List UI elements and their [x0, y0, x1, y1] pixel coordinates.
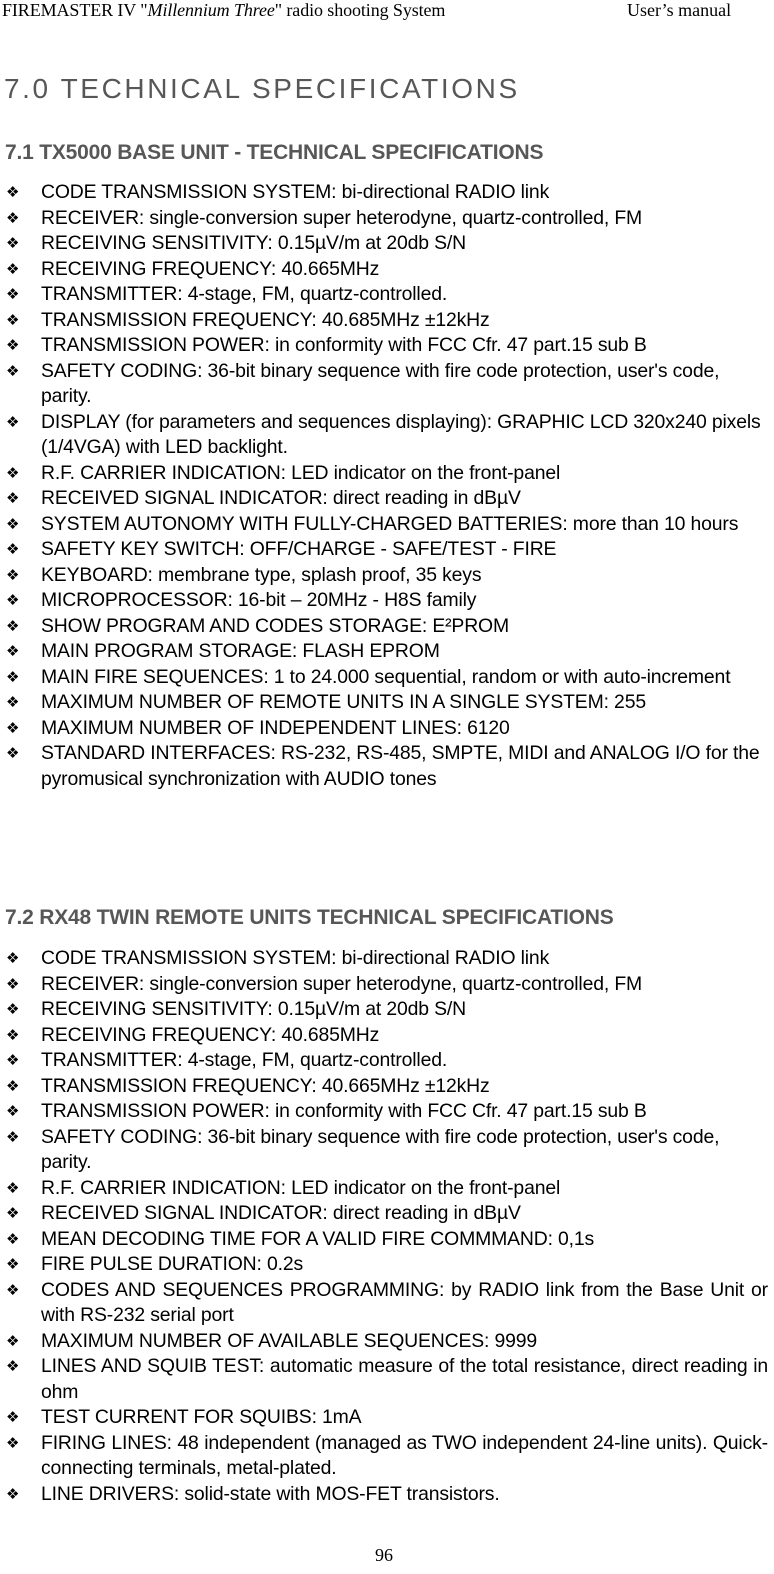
spec-item: [0, 1329, 774, 1355]
spec-item-text: RECEIVER: single-conversion super heterodyne, quartz-controlled, FM: [41, 972, 643, 995]
spec-item: [0, 1278, 774, 1329]
running-header-title: [2, 0, 445, 21]
diamond-bullet-icon: ❖: [6, 1433, 20, 1452]
diamond-bullet-icon: ❖: [6, 208, 20, 227]
spec-item: [0, 997, 774, 1023]
spec-item-text: SAFETY CODING: 36-bit binary sequence with fire code protection, user's code, parity.: [41, 359, 720, 407]
spec-item-text: MEAN DECODING TIME FOR A VALID FIRE COMMMAND: 0,1s: [41, 1227, 595, 1250]
section-heading-rx48: 7.2 RX48 TWIN REMOTE UNITS TECHNICAL SPECIFICATIONS: [5, 906, 614, 929]
spec-item-text: RECEIVING SENSITIVITY: 0.15µV/m at 20db S/N: [41, 998, 467, 1020]
spec-item-text: RECEIVER: single-conversion super heterodyne, quartz-controlled, FM: [41, 206, 643, 229]
spec-item-text: RECEIVED SIGNAL INDICATOR: direct reading in dBµV: [41, 487, 521, 509]
diamond-bullet-icon: ❖: [6, 693, 20, 711]
spec-item: [0, 257, 774, 283]
spec-item: [0, 512, 774, 538]
diamond-bullet-icon: ❖: [6, 463, 20, 482]
spec-item-text: MAXIMUM NUMBER OF AVAILABLE SEQUENCES: 9999: [41, 1329, 538, 1352]
spec-list-tx5000: [0, 180, 774, 792]
spec-item-text: LINES AND SQUIB TEST: automatic measure of the total resistance, direct reading in ohm: [41, 1355, 768, 1403]
spec-item-text: TRANSMITTER: 4-stage, FM, quartz-controlled.: [41, 1049, 448, 1071]
spec-item-text: FIRE PULSE DURATION: 0.2s: [41, 1253, 304, 1275]
diamond-bullet-icon: ❖: [6, 616, 20, 635]
spec-item: [0, 614, 774, 640]
spec-item: [0, 1074, 774, 1100]
spec-item: [0, 946, 774, 972]
spec-item-text: MAIN FIRE SEQUENCES: 1 to 24.000 sequential, random or with auto-increment: [41, 665, 731, 688]
diamond-bullet-icon: ❖: [6, 1357, 20, 1375]
spec-item: [0, 206, 774, 232]
spec-item-text: SHOW PROGRAM AND CODES STORAGE: E²PROM: [41, 614, 509, 637]
spec-item: [0, 716, 774, 742]
spec-item: [0, 972, 774, 998]
spec-item: [0, 1252, 774, 1278]
spec-item: [0, 410, 774, 461]
page-number: 96: [375, 1545, 393, 1565]
spec-item: [0, 1405, 774, 1431]
diamond-bullet-icon: ❖: [6, 1051, 20, 1069]
diamond-bullet-icon: ❖: [6, 1025, 20, 1044]
spec-item: [0, 537, 774, 563]
diamond-bullet-icon: ❖: [6, 1229, 20, 1248]
diamond-bullet-icon: ❖: [6, 667, 20, 686]
spec-item-text: TRANSMISSION FREQUENCY: 40.685MHz ±12kHz: [41, 308, 490, 331]
spec-item: [0, 486, 774, 512]
spec-item: [0, 1048, 774, 1074]
spec-item: [0, 359, 774, 410]
diamond-bullet-icon: ❖: [6, 1127, 20, 1146]
diamond-bullet-icon: ❖: [6, 183, 20, 201]
spec-item-text: RECEIVING FREQUENCY: 40.665MHz: [41, 257, 380, 280]
spec-item: [0, 1431, 774, 1482]
spec-item: [0, 1201, 774, 1227]
diamond-bullet-icon: ❖: [6, 1204, 20, 1222]
diamond-bullet-icon: ❖: [6, 949, 20, 967]
diamond-bullet-icon: ❖: [6, 642, 20, 660]
diamond-bullet-icon: ❖: [6, 1178, 20, 1197]
diamond-bullet-icon: ❖: [6, 1280, 20, 1299]
running-header-manual: User’s manual: [627, 0, 732, 20]
diamond-bullet-icon: ❖: [6, 1408, 20, 1426]
spec-item-text: FIRING LINES: 48 independent (managed as TWO independent 24-line units). Quick-connecting terminals, metal-plated.: [41, 1431, 768, 1479]
spec-list-rx48: [0, 946, 774, 1507]
section-heading-tx5000: 7.1 TX5000 BASE UNIT - TECHNICAL SPECIFICATIONS: [5, 141, 544, 164]
diamond-bullet-icon: ❖: [6, 336, 20, 354]
spec-item: [0, 1023, 774, 1049]
spec-item: [0, 1482, 774, 1508]
diamond-bullet-icon: ❖: [6, 1000, 20, 1018]
diamond-bullet-icon: ❖: [6, 718, 20, 737]
diamond-bullet-icon: ❖: [6, 540, 20, 558]
spec-item: [0, 1125, 774, 1176]
diamond-bullet-icon: ❖: [6, 1102, 20, 1120]
spec-item: [0, 180, 774, 206]
spec-item-text: SAFETY CODING: 36-bit binary sequence with fire code protection, user's code, parity.: [41, 1125, 720, 1173]
spec-item-text: RECEIVED SIGNAL INDICATOR: direct reading in dBµV: [41, 1202, 521, 1224]
spec-item-text: R.F. CARRIER INDICATION: LED indicator on the front-panel: [41, 461, 561, 484]
chapter-title: 7.0 TECHNICAL SPECIFICATIONS: [4, 73, 520, 104]
spec-item-text: SAFETY KEY SWITCH: OFF/CHARGE - SAFE/TEST - FIRE: [41, 538, 557, 560]
diamond-bullet-icon: ❖: [6, 1484, 20, 1503]
spec-item-text: MAXIMUM NUMBER OF INDEPENDENT LINES: 6120: [41, 716, 510, 739]
spec-item: [0, 1176, 774, 1202]
spec-item-text: TRANSMISSION POWER: in conformity with FCC Cfr. 47 part.15 sub B: [41, 334, 647, 356]
spec-item-text: TRANSMISSION POWER: in conformity with FCC Cfr. 47 part.15 sub B: [41, 1100, 647, 1122]
diamond-bullet-icon: ❖: [6, 234, 20, 252]
spec-item: [0, 563, 774, 589]
diamond-bullet-icon: ❖: [6, 591, 20, 609]
spec-item-text: R.F. CARRIER INDICATION: LED indicator on the front-panel: [41, 1176, 561, 1199]
spec-item: [0, 1354, 774, 1405]
diamond-bullet-icon: ❖: [6, 744, 20, 762]
diamond-bullet-icon: ❖: [6, 565, 20, 584]
spec-item: [0, 741, 774, 792]
spec-item: [0, 1227, 774, 1253]
spec-item-text: RECEIVING FREQUENCY: 40.685MHz: [41, 1023, 380, 1046]
diamond-bullet-icon: ❖: [6, 259, 20, 278]
spec-item: [0, 231, 774, 257]
diamond-bullet-icon: ❖: [6, 310, 20, 329]
spec-item-text: CODES AND SEQUENCES PROGRAMMING: by RADIO link from the Base Unit or with RS-232 serial port: [41, 1278, 768, 1326]
diamond-bullet-icon: ❖: [6, 1076, 20, 1095]
spec-item: [0, 308, 774, 334]
spec-item-text: MAXIMUM NUMBER OF REMOTE UNITS IN A SINGLE SYSTEM: 255: [41, 691, 646, 713]
spec-item-text: TEST CURRENT FOR SQUIBS: 1mA: [41, 1406, 362, 1428]
spec-item-text: CODE TRANSMISSION SYSTEM: bi-directional RADIO link: [41, 181, 550, 203]
spec-item: [0, 1099, 774, 1125]
spec-item: [0, 690, 774, 716]
diamond-bullet-icon: ❖: [6, 285, 20, 303]
spec-item-text: KEYBOARD: membrane type, splash proof, 35 keys: [41, 563, 482, 586]
spec-item-text: MAIN PROGRAM STORAGE: FLASH EPROM: [41, 640, 440, 662]
spec-item: [0, 639, 774, 665]
spec-item: [0, 282, 774, 308]
diamond-bullet-icon: ❖: [6, 1331, 20, 1350]
spec-item-text: TRANSMITTER: 4-stage, FM, quartz-controlled.: [41, 283, 448, 305]
diamond-bullet-icon: ❖: [6, 361, 20, 380]
spec-item-text: MICROPROCESSOR: 16-bit – 20MHz - H8S family: [41, 589, 477, 611]
spec-item-text: CODE TRANSMISSION SYSTEM: bi-directional RADIO link: [41, 947, 550, 969]
spec-item-text: DISPLAY (for parameters and sequences displaying): GRAPHIC LCD 320x240 pixels (1/4VGA) with LED backlight.: [41, 410, 761, 458]
header-title-italic: Millennium Three: [147, 0, 275, 20]
diamond-bullet-icon: ❖: [6, 489, 20, 507]
spec-item: [0, 461, 774, 487]
diamond-bullet-icon: ❖: [6, 974, 20, 993]
header-title-suffix: " radio shooting System: [274, 0, 446, 20]
spec-item-text: SYSTEM AUTONOMY WITH FULLY-CHARGED BATTERIES: more than 10 hours: [41, 512, 739, 535]
spec-item: [0, 588, 774, 614]
spec-item: [0, 333, 774, 359]
spec-item-text: STANDARD INTERFACES: RS-232, RS-485, SMPTE, MIDI and ANALOG I/O for the pyromusical synchronization with AUDIO tones: [41, 742, 760, 790]
diamond-bullet-icon: ❖: [6, 514, 20, 533]
spec-item-text: TRANSMISSION FREQUENCY: 40.665MHz ±12kHz: [41, 1074, 490, 1097]
diamond-bullet-icon: ❖: [6, 412, 20, 431]
spec-item-text: LINE DRIVERS: solid-state with MOS-FET transistors.: [41, 1482, 500, 1505]
spec-item-text: RECEIVING SENSITIVITY: 0.15µV/m at 20db S/N: [41, 232, 467, 254]
diamond-bullet-icon: ❖: [6, 1255, 20, 1273]
header-title-prefix: FIREMASTER IV ": [2, 0, 148, 20]
spec-item: [0, 665, 774, 691]
